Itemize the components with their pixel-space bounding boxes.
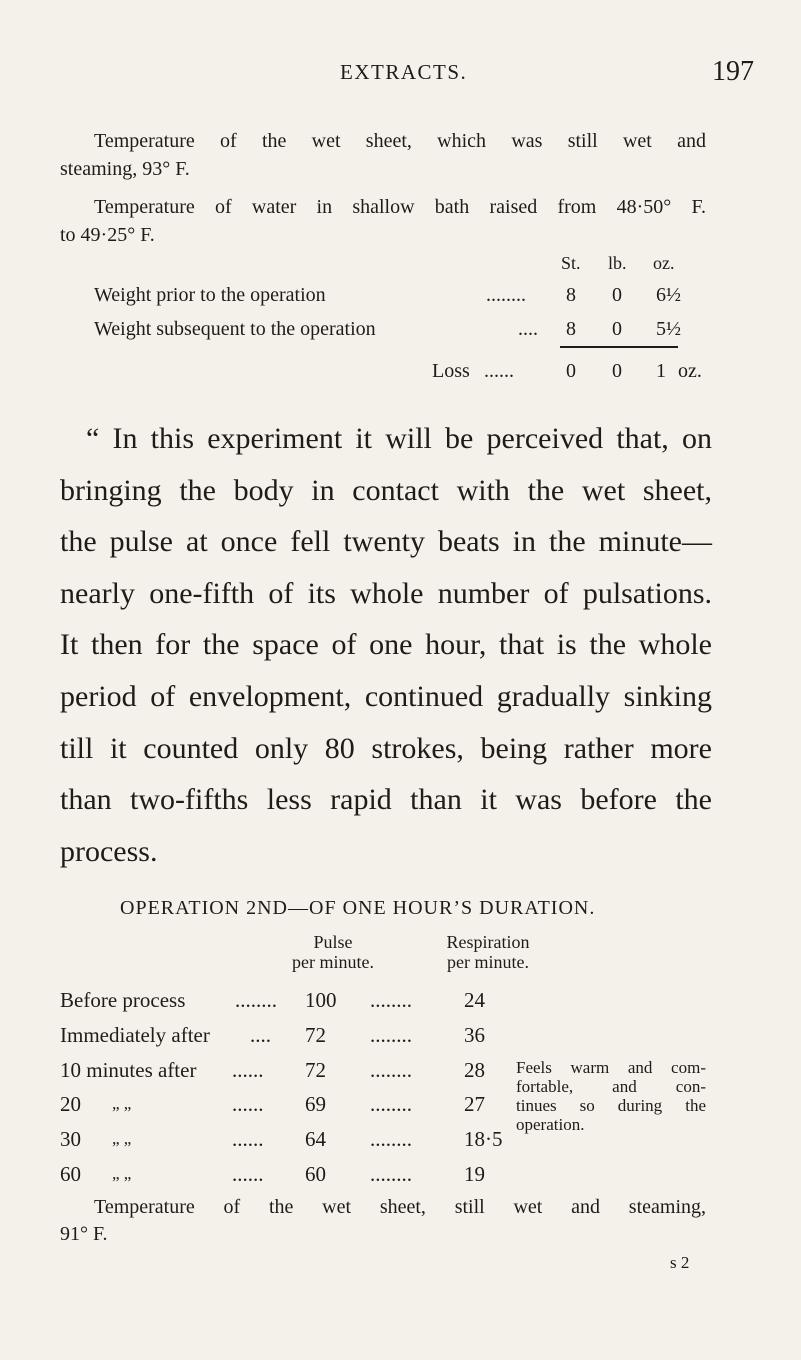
intro-line-1: Temperature of the wet sheet, which was still wet and — [94, 130, 706, 152]
resp-value: 28 — [464, 1058, 485, 1082]
quote-line: It then for the space of one hour, that is the whole — [60, 628, 712, 661]
row-label: Before process — [60, 988, 186, 1012]
pulse-value: 69 — [305, 1092, 326, 1116]
side-note: Feels warm and com- fortable, and con- tinues so during the operation. — [516, 1058, 706, 1134]
weight-oz: 6½ — [656, 284, 681, 306]
leader-dots: ...... — [232, 1092, 264, 1116]
weight-lb: 0 — [612, 284, 622, 306]
intro-line-2: steaming, 93° F. — [60, 158, 190, 180]
unit-lb: lb. — [608, 253, 627, 273]
weight-st: 8 — [566, 318, 576, 340]
pulse-value: 64 — [305, 1127, 326, 1151]
leader-dots: ........ — [370, 1127, 412, 1151]
weight-st: 8 — [566, 284, 576, 306]
quote-line: bringing the body in contact with the wet sheet, — [60, 474, 712, 507]
page-number: 197 — [712, 56, 754, 87]
leader-dots: ...... — [232, 1058, 264, 1082]
quote-line: “ In this experiment it will be perceived that, on — [86, 422, 712, 455]
quote-line: the pulse at once fell twenty beats in the minute— — [60, 525, 712, 558]
row-label: 20 — [60, 1092, 81, 1116]
quote-line: till it counted only 80 strokes, being rather more — [60, 732, 712, 765]
page-header — [0, 56, 801, 86]
pulse-value: 100 — [305, 988, 337, 1012]
leader-dots: ...... — [484, 360, 514, 382]
running-title: EXTRACTS. — [340, 60, 468, 84]
ditto-marks: „ „ — [112, 1129, 132, 1148]
resp-value: 24 — [464, 988, 485, 1012]
col-head-pulse: Pulse per minute. — [292, 932, 374, 972]
loss-oz: 1 — [656, 360, 666, 382]
resp-value: 27 — [464, 1092, 485, 1116]
closing-line-2: 91° F. — [60, 1223, 108, 1245]
leader-dots: ........ — [486, 284, 526, 306]
unit-st: St. — [561, 253, 581, 273]
leader-dots: .... — [518, 318, 538, 340]
resp-value: 18·5 — [464, 1127, 503, 1151]
signature-mark: s 2 — [670, 1253, 690, 1272]
weight-label: Weight subsequent to the operation — [94, 318, 376, 340]
resp-value: 36 — [464, 1023, 485, 1047]
leader-dots: ........ — [370, 1058, 412, 1082]
loss-label: Loss — [432, 360, 470, 382]
resp-value: 19 — [464, 1162, 485, 1186]
leader-dots: ........ — [370, 1023, 412, 1047]
quote-line: nearly one-fifth of its whole number of pulsations. — [60, 577, 712, 610]
col-head-respiration: Respiration per minute. — [446, 932, 530, 972]
weight-oz: 5½ — [656, 318, 681, 340]
pulse-value: 60 — [305, 1162, 326, 1186]
loss-lb: 0 — [612, 360, 622, 382]
loss-unit: oz. — [678, 360, 702, 382]
weight-label: Weight prior to the operation — [94, 284, 326, 306]
leader-dots: .... — [250, 1023, 271, 1047]
leader-dots: ........ — [370, 988, 412, 1012]
quote-line: period of envelopment, continued gradually sinking — [60, 680, 712, 713]
pulse-value: 72 — [305, 1023, 326, 1047]
sum-rule — [560, 346, 678, 348]
intro-line-3: Temperature of water in shallow bath raised from 48·50° F. — [94, 196, 706, 218]
leader-dots: ........ — [235, 988, 277, 1012]
row-label: 10 minutes after — [60, 1058, 197, 1082]
row-label: 30 — [60, 1127, 81, 1151]
operation-heading: OPERATION 2ND—OF ONE HOUR’S DURATION. — [120, 897, 596, 919]
row-label: Immediately after — [60, 1023, 210, 1047]
leader-dots: ........ — [370, 1162, 412, 1186]
ditto-marks: „ „ — [112, 1164, 132, 1183]
loss-st: 0 — [566, 360, 576, 382]
pulse-value: 72 — [305, 1058, 326, 1082]
weight-lb: 0 — [612, 318, 622, 340]
intro-line-4: to 49·25° F. — [60, 224, 155, 246]
row-label: 60 — [60, 1162, 81, 1186]
leader-dots: ...... — [232, 1127, 264, 1151]
closing-line-1: Temperature of the wet sheet, still wet and steaming, — [94, 1196, 706, 1218]
quote-line: process. — [60, 835, 158, 868]
leader-dots: ...... — [232, 1162, 264, 1186]
leader-dots: ........ — [370, 1092, 412, 1116]
quote-line: than two-fifths less rapid than it was before the — [60, 783, 712, 816]
ditto-marks: „ „ — [112, 1094, 132, 1113]
unit-oz: oz. — [653, 253, 675, 273]
